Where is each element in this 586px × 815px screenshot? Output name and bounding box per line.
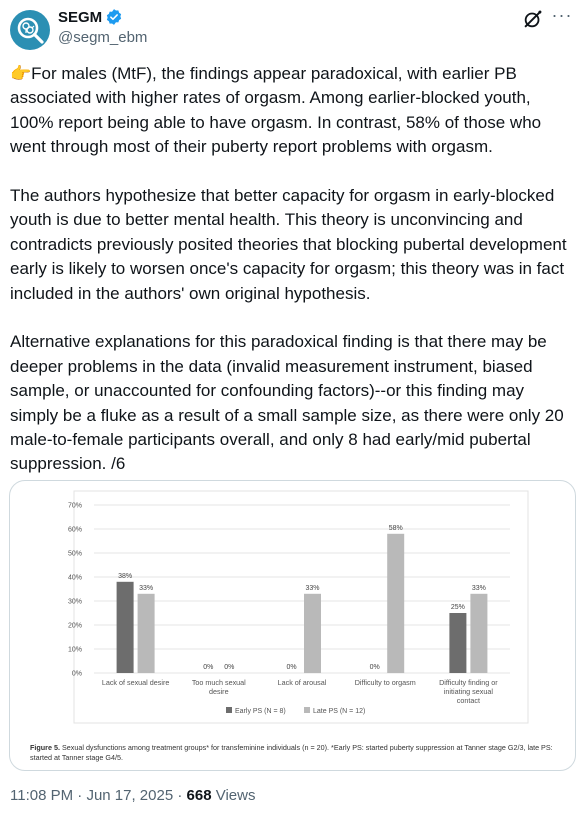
x-tick-label: Difficulty to orgasm [354,678,416,687]
legend-label: Late PS (N = 12) [313,708,366,715]
tweet-paragraph-3: Alternative explanations for this paradoxical finding is that there may be deeper problems in the data (invalid measurement instrument, biased sample, or unaccounted for confounding factors)--or this finding may simply be a fluke as a result of a small sample size, as there were only 20 male-to-female participants overall, and only 8 had early/mid pubertal suppression. /6 [10,332,564,474]
data-label: 38% [118,572,133,580]
tweet-media-image[interactable] [9,480,576,771]
segm-logo-icon[interactable] [10,10,50,50]
data-label: 0% [224,664,235,671]
figure-caption [30,743,556,763]
data-label: 0% [203,664,214,671]
timestamp-separator-2: · [177,787,183,804]
x-tick-label: Too much sexual [191,678,246,687]
y-tick-label: 30% [67,598,82,606]
y-tick-label: 70% [67,502,82,510]
author-display-name[interactable]: SEGM [58,8,103,26]
more-icon[interactable]: ··· [551,5,573,25]
views-label: Views [215,787,256,804]
bar [449,613,466,673]
data-label: 0% [286,664,297,671]
author-handle[interactable]: @segm_ebm [58,29,148,46]
tweet-header [10,6,576,50]
data-label: 25% [450,604,465,611]
timestamp-separator: · [77,787,83,804]
legend-swatch [304,707,310,713]
x-tick-label: Difficulty finding or [439,678,498,687]
data-label: 33% [471,584,486,592]
figure [30,489,556,764]
bar [138,594,155,673]
y-tick-label: 60% [67,526,82,534]
bar [304,594,321,673]
tweet-timestamp [10,787,255,804]
tweet-text [10,62,576,477]
y-tick-label: 10% [67,646,82,654]
data-label: 33% [139,584,154,592]
grok-icon[interactable] [522,8,544,30]
bar [470,594,487,673]
bar-chart [30,489,556,729]
data-label: 33% [305,584,320,592]
caption-label: Figure 5. [30,743,60,752]
author-name-row [58,8,123,26]
x-tick-label: initiating sexual [443,687,493,696]
caption-text: Sexual dysfunctions among treatment groups* for transfeminine individuals (n = 20). *Early PS: started puberty suppression at Tanner stage G2/3, late PS: started at Tanner stage G4/5. [30,743,553,762]
data-label: 58% [388,524,403,532]
bar [387,534,404,673]
y-tick-label: 50% [67,550,82,558]
x-tick-label: Lack of sexual desire [101,678,170,687]
x-tick-label: Lack of arousal [277,678,327,687]
tweet-paragraph-2: The authors hypothesize that better capacity for orgasm in early-blocked youth is due to better mental health. This theory is unconvincing and contradicts previously posited theories that blocking pubertal development early is likely to worsen once's capacity for orgasm; this theory was in fact included in the authors' own original hypothesis. [10,186,567,303]
tweet-time[interactable]: 11:08 PM [10,787,74,804]
y-tick-label: 0% [71,670,82,678]
legend-label: Early PS (N = 8) [235,708,286,715]
data-label: 0% [369,664,380,671]
views-count[interactable]: 668 [186,787,212,804]
legend-swatch [226,707,232,713]
tweet-paragraph-1 [10,62,576,160]
tweet-paragraph-1-text: For males (MtF), the findings appear paradoxical, with earlier PB associated with higher rates of orgasm. Among earlier-blocked youth, 100% report being able to have orgasm. In contrast, 58% of those who went through most of their puberty report problems with orgasm. [10,64,542,157]
x-tick-label: desire [209,687,229,696]
tweet-date[interactable]: Jun 17, 2025 [86,787,174,804]
pointing-hand-emoji: 👉 [10,64,32,83]
x-tick-label: contact [456,696,480,705]
y-tick-label: 40% [67,574,82,582]
y-tick-label: 20% [67,622,82,630]
bar [117,582,134,673]
verified-badge-icon [105,8,123,26]
